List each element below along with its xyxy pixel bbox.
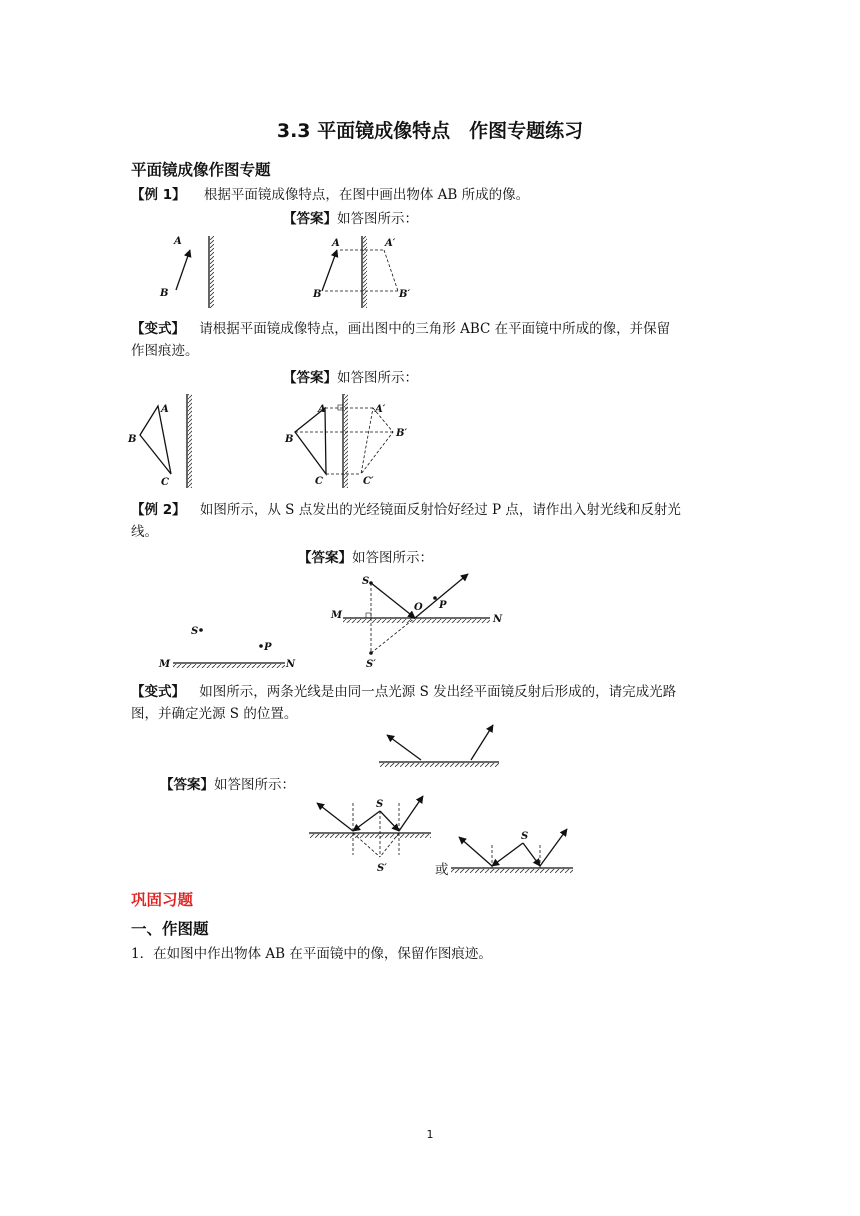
figure-variation-2 — [375, 722, 505, 772]
answer-2 — [283, 366, 418, 386]
example-1-label: 【例 1】 — [131, 187, 186, 203]
answer-3-label: 【答案】 — [298, 550, 352, 566]
answer-3 — [298, 546, 433, 566]
incident-ray — [371, 583, 415, 618]
page-number: 1 — [426, 1128, 434, 1141]
label-m-answer: M — [331, 610, 343, 621]
answer-triangle — [295, 408, 326, 474]
label-s-answer: S — [362, 576, 370, 587]
label-a-answer: A — [318, 404, 326, 415]
answer-4-text: 如答图所示： — [214, 777, 295, 793]
object-arrow-ab — [176, 250, 190, 290]
figure-variation-1 — [125, 390, 425, 490]
example-2 — [131, 499, 731, 543]
label-s-image: S′ — [377, 863, 387, 874]
reflected-ray — [415, 574, 468, 618]
variation-1-line2: 作图痕迹。 — [131, 343, 199, 359]
answer-1-text: 如答图所示： — [337, 211, 418, 227]
answer-2-text: 如答图所示： — [337, 370, 418, 386]
variation-2-line2: 图，并确定光源 S 的位置。 — [131, 706, 298, 722]
variation-1-line1: 请根据平面镜成像特点，画出图中的三角形 ABC 在平面镜中所成的像，并保留 — [199, 321, 671, 337]
reflected-ray-left — [387, 735, 421, 760]
label-a: A — [174, 236, 182, 247]
example-1 — [131, 184, 529, 206]
label-c: C — [161, 477, 169, 488]
section-heading-practice: 巩固习题 — [131, 891, 194, 909]
label-a: A — [161, 404, 169, 415]
label-c-answer: C — [315, 476, 323, 487]
label-b-answer: B — [285, 434, 294, 445]
example-1-text: 根据平面镜成像特点，在图中画出物体 AB 所成的像。 — [203, 187, 530, 203]
mirror-hatch — [210, 236, 214, 308]
answer-1 — [283, 207, 418, 227]
label-a-image: A′ — [375, 404, 386, 415]
example-2-line1: 如图所示，从 S 点发出的光经镜面反射恰好经过 P 点，请作出入射光线和反射光 — [199, 502, 681, 518]
section-heading-imaging: 平面镜成像作图专题 — [131, 161, 271, 179]
label-n-answer: N — [493, 614, 503, 625]
or-text: 或 — [435, 862, 449, 878]
variation-1-label: 【变式】 — [131, 321, 185, 337]
label-m: M — [159, 659, 171, 670]
label-p: P — [264, 642, 272, 653]
label-b-image: B′ — [399, 289, 411, 300]
answer-2-label: 【答案】 — [283, 370, 337, 386]
label-b-image: B′ — [396, 428, 408, 439]
label-c-image: C′ — [363, 476, 374, 487]
question-1: 1．在如图中作出物体 AB 在平面镜中的像，保留作图痕迹。 — [131, 946, 492, 962]
label-b: B — [128, 434, 137, 445]
label-s-image: S′ — [366, 659, 376, 670]
variation-2 — [131, 681, 731, 725]
figure-example-1 — [150, 228, 430, 310]
variation-2-label: 【变式】 — [131, 684, 185, 700]
label-p-answer: P — [439, 600, 447, 611]
label-n: N — [286, 659, 296, 670]
variation-2-line1: 如图所示，两条光线是由同一点光源 S 发出经平面镜反射后形成的，请完成光路 — [199, 684, 677, 700]
label-s-answer-2: S — [521, 831, 529, 842]
answer-4-label: 【答案】 — [160, 777, 214, 793]
figure-example-2 — [155, 570, 515, 676]
label-b-answer: B — [313, 289, 322, 300]
example-2-label: 【例 2】 — [131, 502, 186, 518]
triangle-abc — [140, 406, 171, 474]
label-s: S — [191, 626, 199, 637]
example-2-line2: 线。 — [131, 524, 158, 540]
label-s-answer: S — [376, 799, 384, 810]
image-triangle — [361, 408, 393, 474]
section-heading-drawing: 一、作图题 — [131, 920, 209, 938]
label-a-answer: A — [332, 238, 340, 249]
image-arrow — [384, 250, 398, 291]
variation-1 — [131, 318, 731, 362]
label-b: B — [160, 288, 169, 299]
answer-1-label: 【答案】 — [283, 211, 337, 227]
label-o: O — [414, 602, 423, 613]
answer-4 — [160, 773, 295, 793]
answer-object-arrow — [322, 250, 337, 291]
label-a-image: A′ — [385, 238, 396, 249]
page-title: 3.3 平面镜成像特点 作图专题练习 — [276, 120, 584, 142]
answer-3-text: 如答图所示： — [352, 550, 433, 566]
reflected-ray-right — [471, 725, 493, 760]
